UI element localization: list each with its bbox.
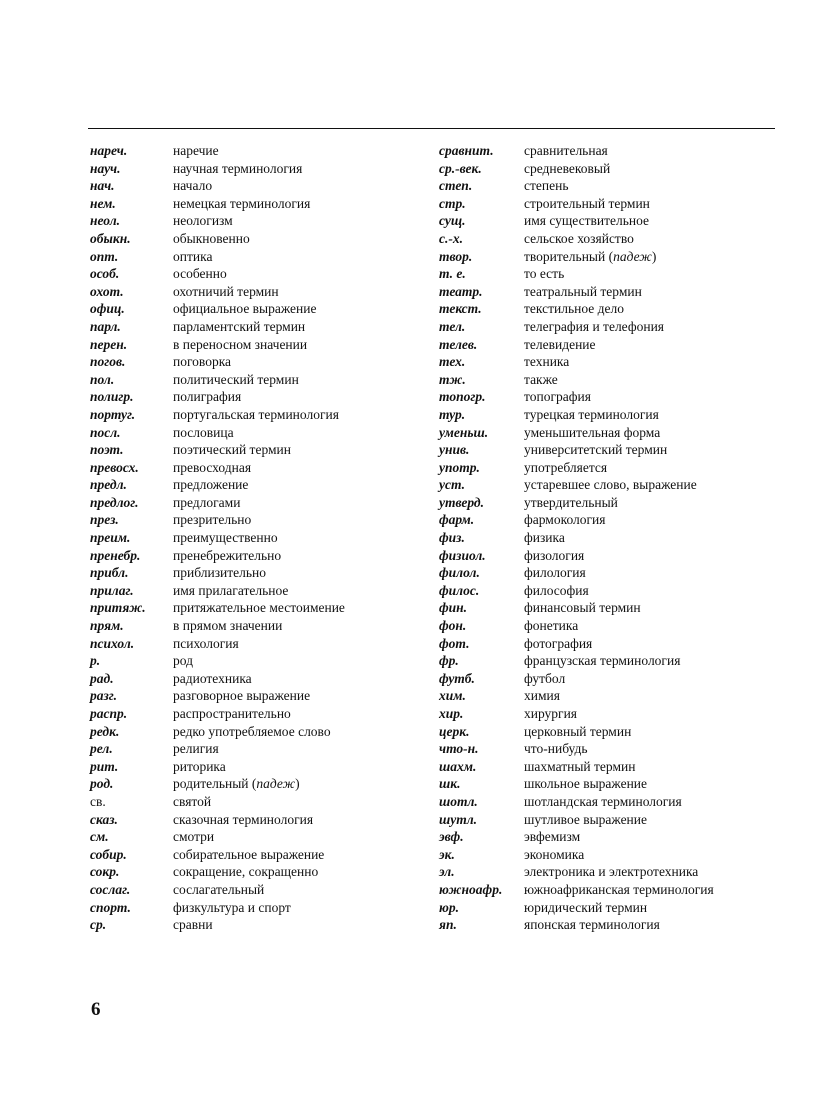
abbreviation: физиол. <box>439 547 486 563</box>
abbreviation-meaning: электроника и электротехника <box>524 864 699 880</box>
abbreviation-meaning: пренебрежительно <box>173 547 282 563</box>
abbreviation: през. <box>90 512 119 528</box>
abbreviation-row <box>439 687 779 705</box>
abbreviation: тех. <box>439 354 466 370</box>
abbreviation-meaning: физология <box>524 547 585 563</box>
abbreviation-row <box>439 195 779 213</box>
abbreviation: уменьш. <box>439 424 489 440</box>
abbreviation-row <box>439 212 779 230</box>
abbreviation: с.-х. <box>439 230 463 246</box>
abbreviation-row <box>439 599 779 617</box>
abbreviation-meaning: святой <box>173 793 212 809</box>
abbreviation-meaning: физкультура и спорт <box>173 899 291 915</box>
abbreviation-meaning: футбол <box>524 670 566 686</box>
abbreviation-meaning: финансовый термин <box>524 600 641 616</box>
abbreviation-row <box>90 142 420 160</box>
abbreviation: особ. <box>90 266 120 282</box>
abbreviation-meaning: в переносном значении <box>173 336 308 352</box>
abbreviation: употр. <box>439 459 480 475</box>
abbreviation: тур. <box>439 406 466 422</box>
abbreviation-row <box>439 635 779 653</box>
abbreviation: нач. <box>90 178 115 194</box>
abbreviation-row <box>90 828 420 846</box>
abbreviation: нареч. <box>90 143 128 158</box>
abbreviation-row <box>90 740 420 758</box>
abbreviation-row <box>90 160 420 178</box>
abbreviation-meaning: хирургия <box>524 706 578 721</box>
abbreviation-meaning: текстильное дело <box>524 301 624 317</box>
abbreviation: предлог. <box>90 494 139 510</box>
abbreviation-meaning: сравни <box>173 917 213 933</box>
abbreviation: степ. <box>439 178 473 194</box>
abbreviation: португ. <box>90 406 136 422</box>
abbreviation-row <box>439 336 779 354</box>
abbreviation: полигр. <box>90 389 134 405</box>
abbreviation-meaning: сельское хозяйство <box>524 230 634 246</box>
abbreviation: эвф. <box>439 829 464 845</box>
abbreviation-row <box>90 529 420 547</box>
abbreviation: топогр. <box>439 389 486 405</box>
abbreviation-row <box>90 265 420 283</box>
abbreviation-row <box>90 723 420 741</box>
abbreviation-meaning: топография <box>524 389 591 405</box>
abbreviation: тж. <box>439 371 466 387</box>
abbreviation-row <box>90 916 420 934</box>
abbreviation-meaning: риторика <box>173 758 226 774</box>
abbreviation-row <box>90 582 420 600</box>
abbreviation: театр. <box>439 283 483 299</box>
abbreviation-row <box>439 617 779 635</box>
abbreviation-meaning: пословица <box>173 424 234 440</box>
abbreviation-meaning: притяжательное местоимение <box>173 600 345 616</box>
meaning-text: родительный ( <box>173 776 257 792</box>
abbreviation-row <box>90 635 420 653</box>
abbreviation-meaning: степень <box>524 178 569 194</box>
abbreviation-row <box>439 529 779 547</box>
abbreviation-meaning: род <box>173 653 193 669</box>
abbreviation-row <box>90 336 420 354</box>
abbreviation-meaning: употребляется <box>524 459 608 475</box>
abbreviation: разг. <box>90 688 117 704</box>
abbreviation-row <box>90 406 420 424</box>
abbreviation: перен. <box>90 336 128 352</box>
abbreviation-row <box>90 811 420 829</box>
abbreviation: парл. <box>90 318 121 334</box>
abbreviation: эл. <box>439 864 455 880</box>
abbreviation-row <box>439 230 779 248</box>
abbreviation-row <box>439 652 779 670</box>
abbreviation-row <box>439 424 779 442</box>
abbreviation-row <box>439 582 779 600</box>
abbreviation-row <box>439 300 779 318</box>
abbreviation: фот. <box>439 635 470 651</box>
abbreviation: юр. <box>439 899 459 915</box>
abbreviation-row <box>439 388 779 406</box>
abbreviation-meaning: охотничий термин <box>173 283 279 299</box>
abbreviation: прибл. <box>90 565 129 581</box>
abbreviation-row <box>439 811 779 829</box>
header-rule <box>88 128 775 129</box>
abbreviation: филос. <box>439 582 480 598</box>
abbreviation: хир. <box>439 706 464 721</box>
abbreviation: ср.-век. <box>439 160 482 176</box>
abbreviation-meaning: предлогами <box>173 494 241 510</box>
abbreviation-row <box>439 863 779 881</box>
abbreviation: футб. <box>439 670 475 686</box>
abbreviation-meaning: научная терминология <box>173 160 303 176</box>
abbreviation: ср. <box>90 917 107 933</box>
abbreviation-meaning: религия <box>173 741 219 757</box>
abbreviation: яп. <box>439 917 457 933</box>
abbreviation: притяж. <box>90 600 146 616</box>
abbreviation-meaning: неологизм <box>173 213 233 229</box>
abbreviation-row <box>439 723 779 741</box>
abbreviation: редк. <box>90 723 120 739</box>
abbreviation-meaning: шутливое выражение <box>524 811 648 827</box>
abbreviation-meaning: в прямом значении <box>173 618 283 634</box>
abbreviation-row <box>90 758 420 776</box>
abbreviation: эк. <box>439 846 455 862</box>
abbreviation: предл. <box>90 477 127 493</box>
abbreviation-row <box>90 424 420 442</box>
abbreviation-row <box>439 318 779 336</box>
abbreviation: шутл. <box>439 811 478 827</box>
abbreviation-meaning: предложение <box>173 477 249 493</box>
abbreviation-row <box>439 142 779 160</box>
abbreviation-meaning: немецкая терминология <box>173 195 311 211</box>
abbreviation-meaning: сказочная терминология <box>173 811 314 827</box>
page-number: 6 <box>91 999 101 1020</box>
abbreviation-row <box>439 265 779 283</box>
abbreviation: рад. <box>90 670 114 686</box>
abbreviation-row <box>90 230 420 248</box>
abbreviation-meaning: смотри <box>173 829 215 845</box>
abbreviation-row <box>439 564 779 582</box>
abbreviation: обыкн. <box>90 230 131 246</box>
abbreviation-row <box>90 687 420 705</box>
abbreviation-row <box>439 248 779 266</box>
abbreviation-meaning: приблизительно <box>173 565 267 581</box>
abbreviation: тел. <box>439 318 466 334</box>
abbreviation-meaning: фонетика <box>524 618 579 634</box>
abbreviation-row <box>439 177 779 195</box>
abbreviation-meaning: обыкновенно <box>173 230 250 246</box>
abbreviation-meaning: шотландская терминология <box>524 793 682 809</box>
abbreviation-meaning: средневековый <box>524 160 611 176</box>
meaning-text: творительный ( <box>524 248 614 264</box>
abbreviation-meaning: наречие <box>173 143 219 158</box>
abbreviation-row <box>90 617 420 635</box>
abbreviation: хим. <box>439 688 466 704</box>
abbreviation-meaning: поговорка <box>173 354 232 370</box>
abbreviation-row <box>439 881 779 899</box>
abbreviation: утверд. <box>439 494 484 510</box>
abbreviation-row <box>90 775 420 793</box>
abbreviation: распр. <box>90 706 128 721</box>
abbreviation-meaning: университетский термин <box>524 442 668 458</box>
abbreviation-meaning: фармокология <box>524 512 606 528</box>
abbreviation: см. <box>90 829 109 845</box>
abbreviation-meaning: утвердительный <box>524 494 618 510</box>
abbreviation: спорт. <box>90 899 131 915</box>
abbreviation: фон. <box>439 618 467 634</box>
abbreviation: церк. <box>439 723 470 739</box>
abbreviation: психол. <box>90 635 135 651</box>
abbreviation: погов. <box>90 354 126 370</box>
abbreviation-meaning: юридический термин <box>524 899 648 915</box>
abbreviation-row <box>90 353 420 371</box>
abbreviation: поэт. <box>90 442 124 458</box>
abbreviation-meaning: официальное выражение <box>173 301 317 317</box>
abbreviation-row <box>439 740 779 758</box>
abbreviation-row <box>439 547 779 565</box>
abbreviation-meaning: телеграфия и телефония <box>524 318 664 334</box>
abbreviation-row <box>90 441 420 459</box>
abbreviation-meaning: парламентский термин <box>173 318 306 334</box>
abbreviation-meaning: имя прилагательное <box>173 582 289 598</box>
abbreviation-row <box>90 670 420 688</box>
abbreviation-row <box>439 511 779 529</box>
abbreviation-meaning: распространительно <box>173 706 291 721</box>
abbreviation: физ. <box>439 530 465 546</box>
abbreviation-row <box>439 705 779 723</box>
abbreviation-list-right <box>439 142 779 934</box>
abbreviation-meaning: разговорное выражение <box>173 688 311 704</box>
abbreviation-meaning: сравнительная <box>524 143 608 158</box>
meaning-case-word: падеж <box>613 248 652 264</box>
abbreviation: офиц. <box>90 301 125 317</box>
abbreviation-row <box>90 248 420 266</box>
abbreviation-row <box>439 283 779 301</box>
abbreviation-row <box>90 599 420 617</box>
abbreviation-meaning: то есть <box>524 266 565 282</box>
abbreviation-meaning: преимущественно <box>173 530 278 546</box>
abbreviation-meaning: имя существительное <box>524 213 650 229</box>
abbreviation-row <box>90 300 420 318</box>
abbreviation-row <box>90 863 420 881</box>
abbreviation: сослаг. <box>90 881 131 897</box>
abbreviation-meaning: школьное выражение <box>524 776 648 792</box>
abbreviation-row <box>439 775 779 793</box>
meaning-text: ) <box>295 776 300 792</box>
abbreviation-row <box>90 212 420 230</box>
abbreviation-row <box>439 160 779 178</box>
abbreviation-meaning: особенно <box>173 266 227 282</box>
abbreviation-meaning: полиграфия <box>173 389 242 405</box>
abbreviation: р. <box>90 653 101 669</box>
abbreviation: сравнит. <box>439 143 494 158</box>
abbreviation-row <box>90 318 420 336</box>
abbreviation: сокр. <box>90 864 120 880</box>
abbreviation: преим. <box>90 530 131 546</box>
abbreviation-meaning: превосходная <box>173 459 252 475</box>
abbreviation-meaning: собирательное выражение <box>173 846 325 862</box>
abbreviation: унив. <box>439 442 470 458</box>
abbreviation: пренебр. <box>90 547 141 563</box>
abbreviation-row <box>439 406 779 424</box>
abbreviation-meaning: что-нибудь <box>524 741 588 757</box>
abbreviation-meaning: уменьшительная форма <box>524 424 661 440</box>
meaning-text: ) <box>651 248 657 264</box>
abbreviation: науч. <box>90 160 121 176</box>
abbreviation: что-н. <box>439 741 479 757</box>
abbreviation: твор. <box>439 248 473 264</box>
abbreviation-row <box>439 916 779 934</box>
abbreviation-meaning: редко употребляемое слово <box>173 723 331 739</box>
abbreviation-row <box>90 793 420 811</box>
abbreviation-row <box>90 511 420 529</box>
abbreviation-row <box>90 459 420 477</box>
abbreviation-meaning: оптика <box>173 248 213 264</box>
abbreviation-row <box>439 371 779 389</box>
abbreviation-meaning: японская терминология <box>524 917 660 933</box>
abbreviation-row <box>439 846 779 864</box>
abbreviation-row <box>90 899 420 917</box>
abbreviation-meaning <box>524 248 656 266</box>
abbreviation: фр. <box>439 653 459 669</box>
abbreviation: пол. <box>90 371 115 387</box>
abbreviation: превосх. <box>90 459 139 475</box>
abbreviation-meaning: экономика <box>524 846 585 862</box>
abbreviation-row <box>90 476 420 494</box>
abbreviation: уст. <box>439 477 466 493</box>
abbreviation-row <box>439 476 779 494</box>
abbreviation-meaning: французская терминология <box>524 653 681 669</box>
abbreviation: сказ. <box>90 811 118 827</box>
abbreviation: сущ. <box>439 213 466 229</box>
abbreviation: собир. <box>90 846 127 862</box>
abbreviation-row <box>439 670 779 688</box>
abbreviation: рит. <box>90 758 119 774</box>
abbreviation-meaning: психология <box>173 635 239 651</box>
abbreviation: шахм. <box>439 758 477 774</box>
abbreviation-meaning: шахматный термин <box>524 758 636 774</box>
abbreviation-meaning: радиотехника <box>173 670 252 686</box>
abbreviation-meaning: физика <box>524 530 565 546</box>
abbreviation-meaning: начало <box>173 178 213 194</box>
abbreviation-row <box>90 652 420 670</box>
abbreviation-meaning: турецкая терминология <box>524 406 659 422</box>
abbreviation-meaning: философия <box>524 582 589 598</box>
abbreviation: рел. <box>90 741 113 757</box>
abbreviation-row <box>439 828 779 846</box>
abbreviation-meaning <box>173 775 300 793</box>
abbreviation: фарм. <box>439 512 475 528</box>
abbreviation: посл. <box>90 424 121 440</box>
abbreviation: телев. <box>439 336 478 352</box>
abbreviation: св. <box>90 793 106 809</box>
abbreviation: южноафр. <box>439 881 503 897</box>
abbreviation-row <box>439 494 779 512</box>
meaning-case-word: падеж <box>256 776 296 792</box>
abbreviation-meaning: строительный термин <box>524 195 650 211</box>
abbreviation-meaning: филология <box>524 565 586 581</box>
abbreviation-list-left <box>90 142 420 934</box>
abbreviation-meaning: химия <box>524 688 560 704</box>
abbreviation: филол. <box>439 565 480 581</box>
abbreviation-row <box>90 564 420 582</box>
abbreviation-meaning: театральный термин <box>524 283 642 299</box>
abbreviation: фин. <box>439 600 468 616</box>
abbreviation-row <box>90 388 420 406</box>
abbreviation-meaning: южноафриканская терминология <box>524 881 714 897</box>
abbreviation-row <box>90 371 420 389</box>
abbreviation-row <box>439 793 779 811</box>
abbreviation-row <box>90 283 420 301</box>
abbreviation-row <box>439 353 779 371</box>
abbreviation: шк. <box>439 776 461 792</box>
abbreviation-row <box>90 881 420 899</box>
abbreviation: стр. <box>439 195 466 211</box>
abbreviation-row <box>439 758 779 776</box>
abbreviation: текст. <box>439 301 482 317</box>
abbreviation: шотл. <box>439 793 478 809</box>
abbreviation-meaning: телевидение <box>524 336 596 352</box>
abbreviation: т. е. <box>439 266 466 282</box>
abbreviation-row <box>90 494 420 512</box>
abbreviation-row <box>439 441 779 459</box>
abbreviation: нем. <box>90 195 116 211</box>
abbreviation-meaning: сокращение, сокращенно <box>173 864 319 880</box>
abbreviation-meaning: эвфемизм <box>524 829 581 845</box>
abbreviation-row <box>90 547 420 565</box>
abbreviation: прилаг. <box>90 582 134 598</box>
abbreviation-meaning: устаревшее слово, выражение <box>524 477 697 493</box>
abbreviation-meaning: поэтический термин <box>173 442 291 458</box>
abbreviation-row <box>90 705 420 723</box>
abbreviation: неол. <box>90 213 121 229</box>
abbreviation: охот. <box>90 283 124 299</box>
abbreviation-meaning: фотография <box>524 635 593 651</box>
abbreviation-meaning: также <box>524 371 558 387</box>
abbreviation: род. <box>90 776 114 792</box>
abbreviation-meaning: церковный термин <box>524 723 632 739</box>
abbreviation-row <box>90 195 420 213</box>
abbreviation-row <box>90 177 420 195</box>
abbreviation-meaning: техника <box>524 354 570 370</box>
abbreviation-meaning: португальская терминология <box>173 406 339 422</box>
abbreviation: прям. <box>90 618 124 634</box>
abbreviation-row <box>439 899 779 917</box>
abbreviation-row <box>439 459 779 477</box>
abbreviation-meaning: презрительно <box>173 512 252 528</box>
abbreviation-meaning: сослагательный <box>173 881 265 897</box>
abbreviation-row <box>90 846 420 864</box>
abbreviation: опт. <box>90 248 119 264</box>
abbreviation-meaning: политический термин <box>173 371 299 387</box>
